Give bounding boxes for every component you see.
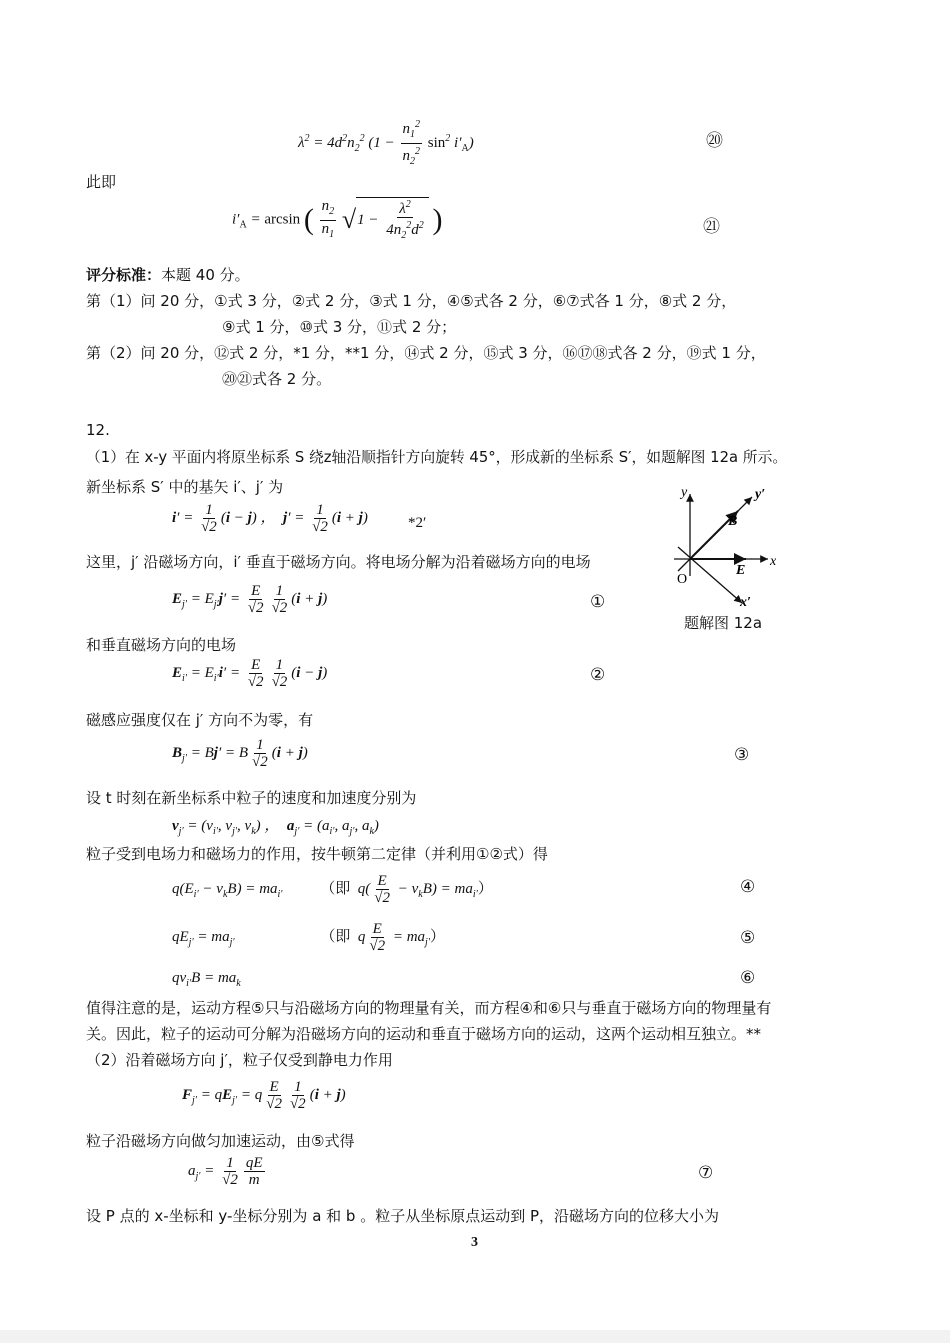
problem12-p3: 这里，j′ 沿磁场方向，i′ 垂直于磁场方向。将电场分解为沿着磁场方向的电场 — [86, 553, 591, 571]
equation-2-tag: ② — [590, 665, 606, 685]
equation-20-tag: ⑳ — [706, 131, 723, 151]
label-y: y — [681, 485, 688, 500]
problem12-p1: （1）在 x-y 平面内将原坐标系 S 绕z轴沿顺指针方向旋转 45°，形成新的坐标系 S′，如题解图 12a 所示。 — [86, 449, 788, 466]
problem12-p8b: 关。因此，粒子的运动可分解为沿磁场方向的运动和垂直于磁场方向的运动，这两个运动相互独立。** — [86, 1025, 762, 1043]
equation-4: $q(E_{i'} - v_kB) = ma_{i'}$ （即 q( $\frac{E}{√2}$ − $v_kB) = ma_{i'}$） — [172, 873, 493, 906]
equation-star2-tag: *2′ — [408, 515, 427, 531]
problem12-p10: 粒子沿磁场方向做匀加速运动，由⑤式得 — [86, 1132, 355, 1150]
equation-4-tag: ④ — [740, 877, 756, 897]
label-x: x — [770, 554, 777, 569]
equation-5: $qE_{j'} = ma_{j'}$ （即 q $\frac{E}{√2}$ = $ma_{j'}$） — [172, 921, 446, 954]
label-o: O — [677, 572, 688, 587]
problem12-p4: 和垂直磁场方向的电场 — [86, 636, 237, 654]
grading-q2-a: 第（2）问 20 分，⑫式 2 分，*1 分，**1 分，⑭式 2 分，⑮式 3 分，⑯⑰⑱式各 2 分，⑲式 1 分， — [86, 344, 766, 362]
label-e: E — [736, 563, 746, 578]
problem12-p8a: 值得注意的是，运动方程⑤只与沿磁场方向的物理量有关，而方程④和⑥只与垂直于磁场方向的物理量有 — [86, 999, 772, 1017]
grading-q1-a: 第（1）问 20 分，①式 3 分，②式 2 分，③式 1 分，④⑤式各 2 分，⑥⑦式各 1 分，⑧式 2 分， — [86, 292, 737, 310]
equation-basis: i′ = $\frac{1}{√2}$ (i − j) ， j′ = $\frac{1}{√2}$ (i + j) — [172, 502, 368, 535]
label-xprime: x′ — [740, 595, 751, 610]
problem12-p9: （2）沿着磁场方向 j′，粒子仅受到静电力作用 — [86, 1051, 393, 1069]
grading-q2-b: ⑳㉑式各 2 分。 — [222, 370, 332, 388]
equation-7: $a_{j'}$ = $\frac{1}{√2}$ $\frac{qE}{m}$ — [188, 1155, 263, 1188]
grading-title: 评分标准： — [86, 266, 162, 284]
problem12-p7: 粒子受到电场力和磁场力的作用，按牛顿第二定律（并利用①②式）得 — [86, 845, 548, 863]
figure-caption: 题解图 12a — [684, 614, 763, 632]
ci-ji-text: 此即 — [86, 173, 117, 191]
equation-5-tag: ⑤ — [740, 928, 756, 948]
equation-1: $E_{j'} = E_{j'}j'$ = $\frac{E}{√2}$ $\frac{1}{√2}$ (i + j) — [172, 583, 328, 616]
bottom-bar — [0, 1330, 950, 1343]
equation-1-tag: ① — [590, 592, 606, 612]
page-number: 3 — [471, 1235, 478, 1250]
equation-force: $F_{j'} = qE_{j'} = q$ $\frac{E}{√2}$ $\frac{1}{√2}$ (i + j) — [182, 1079, 346, 1112]
equation-3: $B_{j'} = Bj' = B$ $\frac{1}{√2}$ (i + j) — [172, 737, 308, 770]
equation-3-tag: ③ — [734, 745, 750, 765]
equation-6: $qv_{i'}B = ma_k$ — [172, 970, 241, 989]
grading-line — [86, 264, 250, 285]
xprime-axis — [678, 547, 742, 603]
equation-2: $E_{i'} = E_{i'}i'$ = $\frac{E}{√2}$ $\frac{1}{√2}$ (i − j) — [172, 657, 328, 690]
label-yprime: y′ — [755, 487, 766, 502]
problem-number: 12. — [86, 421, 110, 439]
grading-total: 本题 40 分。 — [161, 266, 250, 284]
grading-q1-b: ⑨式 1 分，⑩式 3 分，⑪式 2 分； — [222, 318, 457, 336]
equation-6-tag: ⑥ — [740, 968, 756, 988]
equation-velocity: $v_{j'} = (v_{i'}$, $v_{j'}$, $v_k$) ， $a_{j'} = (a_{i'}$, $a_{j'}$, $a_k$) — [172, 818, 379, 837]
problem12-p11: 设 P 点的 x-坐标和 y-坐标分别为 a 和 b 。粒子从坐标原点运动到 P，沿磁场方向的位移大小为 — [86, 1207, 720, 1225]
label-b: B — [728, 514, 738, 529]
equation-21-tag: ㉑ — [703, 217, 720, 237]
problem12-p2: 新坐标系 S′ 中的基矢 i′、j′ 为 — [86, 478, 284, 496]
equation-20: $\lambda^2 = 4d^2n_2^2$ (1 − $\frac{n_1^2}{n_2^2}$ $\sin^2 i'_A$) — [298, 119, 474, 167]
problem12-p5: 磁感应强度仅在 j′ 方向不为零，有 — [86, 711, 314, 729]
equation-7-tag: ⑦ — [698, 1163, 714, 1183]
problem12-p6: 设 t 时刻在新坐标系中粒子的速度和加速度分别为 — [86, 789, 417, 807]
equation-21: $i'_A = \arcsin$ ( $\frac{n_2}{n_1}$ √1 − $\frac{\lambda^2}{4n_2^2d^2}$ ) — [232, 197, 443, 241]
